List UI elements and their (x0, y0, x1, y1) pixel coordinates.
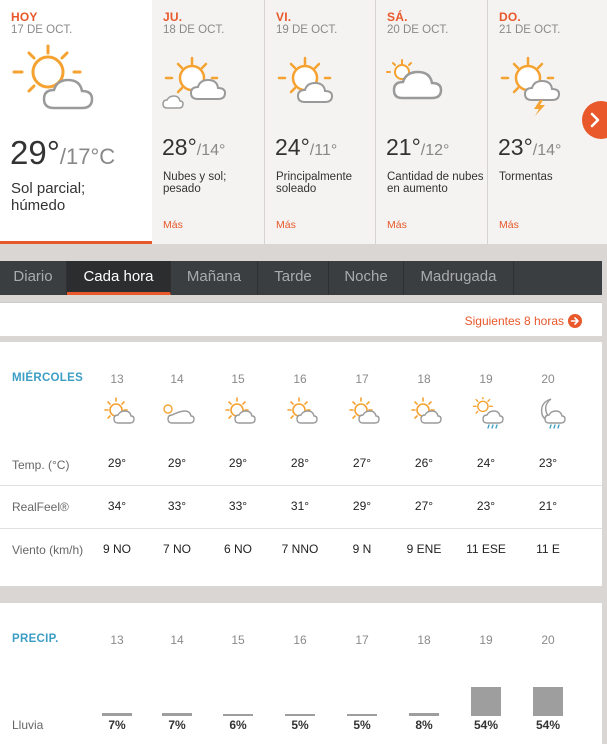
rain-bar (533, 687, 563, 716)
day-description: Nubes y sol; pesado (163, 171, 227, 195)
hourly-navigation-bar (0, 302, 602, 336)
divider (0, 528, 602, 529)
hour-label: 13 (110, 633, 124, 647)
temperature-value: 28° (290, 456, 310, 470)
day-label: MIÉRCOLES (12, 372, 84, 384)
day-card-friday[interactable] (265, 0, 376, 244)
wind-value: 7 NNO (281, 542, 319, 556)
more-link[interactable]: Más (163, 219, 183, 231)
arrow-right-icon (568, 314, 582, 328)
hour-label: 14 (170, 633, 184, 647)
temperature-value: 29° (107, 456, 127, 470)
high-temp: 23° (498, 134, 533, 160)
rain-percent: 54% (535, 718, 561, 732)
rain-percent: 6% (229, 718, 247, 732)
partly-sunny-icon (102, 397, 136, 436)
day-date: 18 DE OCT. (163, 24, 225, 36)
wind-value: 6 NO (223, 542, 252, 556)
more-link[interactable]: Más (499, 219, 519, 231)
tab-tarde[interactable]: Tarde (258, 261, 329, 295)
tab-madrugada[interactable]: Madrugada (404, 261, 514, 295)
rain-percent: 54% (473, 718, 499, 732)
realfeel-label: RealFeel® (12, 500, 69, 514)
hour-label: 19 (479, 372, 493, 386)
tab-manana[interactable]: Mañana (171, 261, 258, 295)
day-date: 19 DE OCT. (276, 24, 338, 36)
high-temp: 21° (386, 134, 421, 160)
low-temp: /17°C (59, 144, 116, 169)
realfeel-value: 27° (414, 499, 434, 513)
realfeel-value: 33° (228, 499, 248, 513)
hour-label: 18 (417, 372, 431, 386)
tab-diario[interactable]: Diario (0, 261, 67, 295)
wind-value: 9 N (352, 542, 372, 556)
day-description: Tormentas (499, 171, 553, 183)
rain-showers-icon (471, 397, 505, 436)
wind-value: 7 NO (162, 542, 191, 556)
day-temperature (10, 134, 115, 172)
partly-sunny-icon (285, 397, 319, 436)
rain-bar (285, 714, 315, 716)
hour-label: 13 (110, 372, 124, 386)
day-description: Cantidad de nubes en aumento (387, 171, 484, 195)
rain-bar (162, 713, 192, 716)
day-name: DO. (499, 10, 521, 24)
hour-label: 20 (541, 372, 555, 386)
day-name: HOY (11, 10, 38, 24)
rain-label: Lluvia (12, 718, 44, 732)
high-temp: 24° (275, 134, 310, 160)
temperature-label: Temp. (°C) (12, 458, 70, 472)
day-name: SÁ. (387, 10, 408, 24)
temperature-value: 27° (352, 456, 372, 470)
realfeel-value: 23° (476, 499, 496, 513)
hour-label: 15 (231, 633, 245, 647)
realfeel-value: 21° (538, 499, 558, 513)
day-temperature (498, 134, 561, 161)
chevron-right-icon (588, 111, 602, 129)
high-temp: 28° (162, 134, 197, 160)
rain-percent: 7% (168, 718, 186, 732)
wind-value: 11 E (536, 542, 560, 556)
next-8-hours-link[interactable] (465, 314, 582, 328)
day-card-thursday[interactable] (152, 0, 265, 244)
day-temperature (162, 134, 225, 161)
day-temperature (386, 134, 449, 161)
day-temperature (275, 134, 337, 161)
more-link[interactable]: Más (387, 219, 407, 231)
hour-label: 16 (293, 372, 307, 386)
precipitation-panel (0, 603, 602, 744)
more-link[interactable]: Más (276, 219, 296, 231)
rain-percent: 5% (353, 718, 371, 732)
temperature-value: 26° (414, 456, 434, 470)
hour-label: 15 (231, 372, 245, 386)
partly-sunny-icon (162, 56, 230, 112)
hour-label: 18 (417, 633, 431, 647)
temperature-value: 29° (167, 456, 187, 470)
forecast-tabs (0, 261, 602, 295)
partly-sunny-icon (347, 397, 381, 436)
hour-label: 17 (355, 372, 369, 386)
day-description: Principalmente soleado (276, 171, 353, 195)
high-temp: 29° (10, 134, 60, 171)
partly-sunny-icon (409, 397, 443, 436)
day-card-saturday[interactable] (376, 0, 488, 244)
next-8-hours-label: Siguientes 8 horas (464, 314, 564, 328)
rain-bar (471, 687, 501, 716)
low-temp: /12° (420, 142, 450, 159)
cloudy-icon (162, 397, 196, 436)
tab-cada-hora[interactable]: Cada hora (67, 261, 171, 295)
night-rain-icon (533, 397, 567, 436)
temperature-value: 29° (228, 456, 248, 470)
rain-percent: 8% (415, 718, 433, 732)
day-date: 17 DE OCT. (11, 24, 73, 36)
hourly-forecast-panel (0, 342, 602, 586)
hour-label: 20 (541, 633, 555, 647)
day-name: JU. (163, 10, 183, 24)
low-temp: /14° (196, 142, 226, 159)
temperature-value: 23° (538, 456, 558, 470)
day-description: Sol parcial; húmedo (11, 180, 86, 214)
hour-label: 14 (170, 372, 184, 386)
rain-percent: 5% (291, 718, 309, 732)
realfeel-value: 34° (107, 499, 127, 513)
partly-sunny-icon (10, 44, 100, 116)
day-date: 20 DE OCT. (387, 24, 449, 36)
hour-label: 16 (293, 633, 307, 647)
realfeel-value: 33° (167, 499, 187, 513)
mostly-sunny-icon (275, 56, 343, 108)
temperature-value: 24° (476, 456, 496, 470)
day-date: 21 DE OCT. (499, 24, 561, 36)
increasing-clouds-icon (386, 58, 448, 106)
hour-label: 19 (479, 633, 493, 647)
low-temp: /11° (309, 142, 338, 159)
rain-bar (347, 714, 377, 716)
hour-label: 17 (355, 633, 369, 647)
divider (0, 485, 602, 486)
wind-label: Viento (km/h) (12, 543, 84, 557)
daily-forecast-strip (0, 0, 607, 244)
precip-label: PRECIP. (12, 633, 59, 645)
rain-bar (409, 713, 439, 716)
wind-value: 11 ESE (466, 542, 506, 556)
realfeel-value: 29° (352, 499, 372, 513)
rain-bar (223, 714, 253, 716)
partly-sunny-icon (223, 397, 257, 436)
realfeel-value: 31° (290, 499, 310, 513)
thunderstorm-icon (498, 56, 566, 116)
wind-value: 9 NO (102, 542, 131, 556)
day-name: VI. (276, 10, 292, 24)
wind-value: 9 ENE (406, 542, 442, 556)
low-temp: /14° (532, 142, 562, 159)
tab-noche[interactable]: Noche (329, 261, 404, 295)
day-card-today[interactable] (0, 0, 153, 244)
rain-percent: 7% (108, 718, 126, 732)
rain-bar (102, 713, 132, 716)
